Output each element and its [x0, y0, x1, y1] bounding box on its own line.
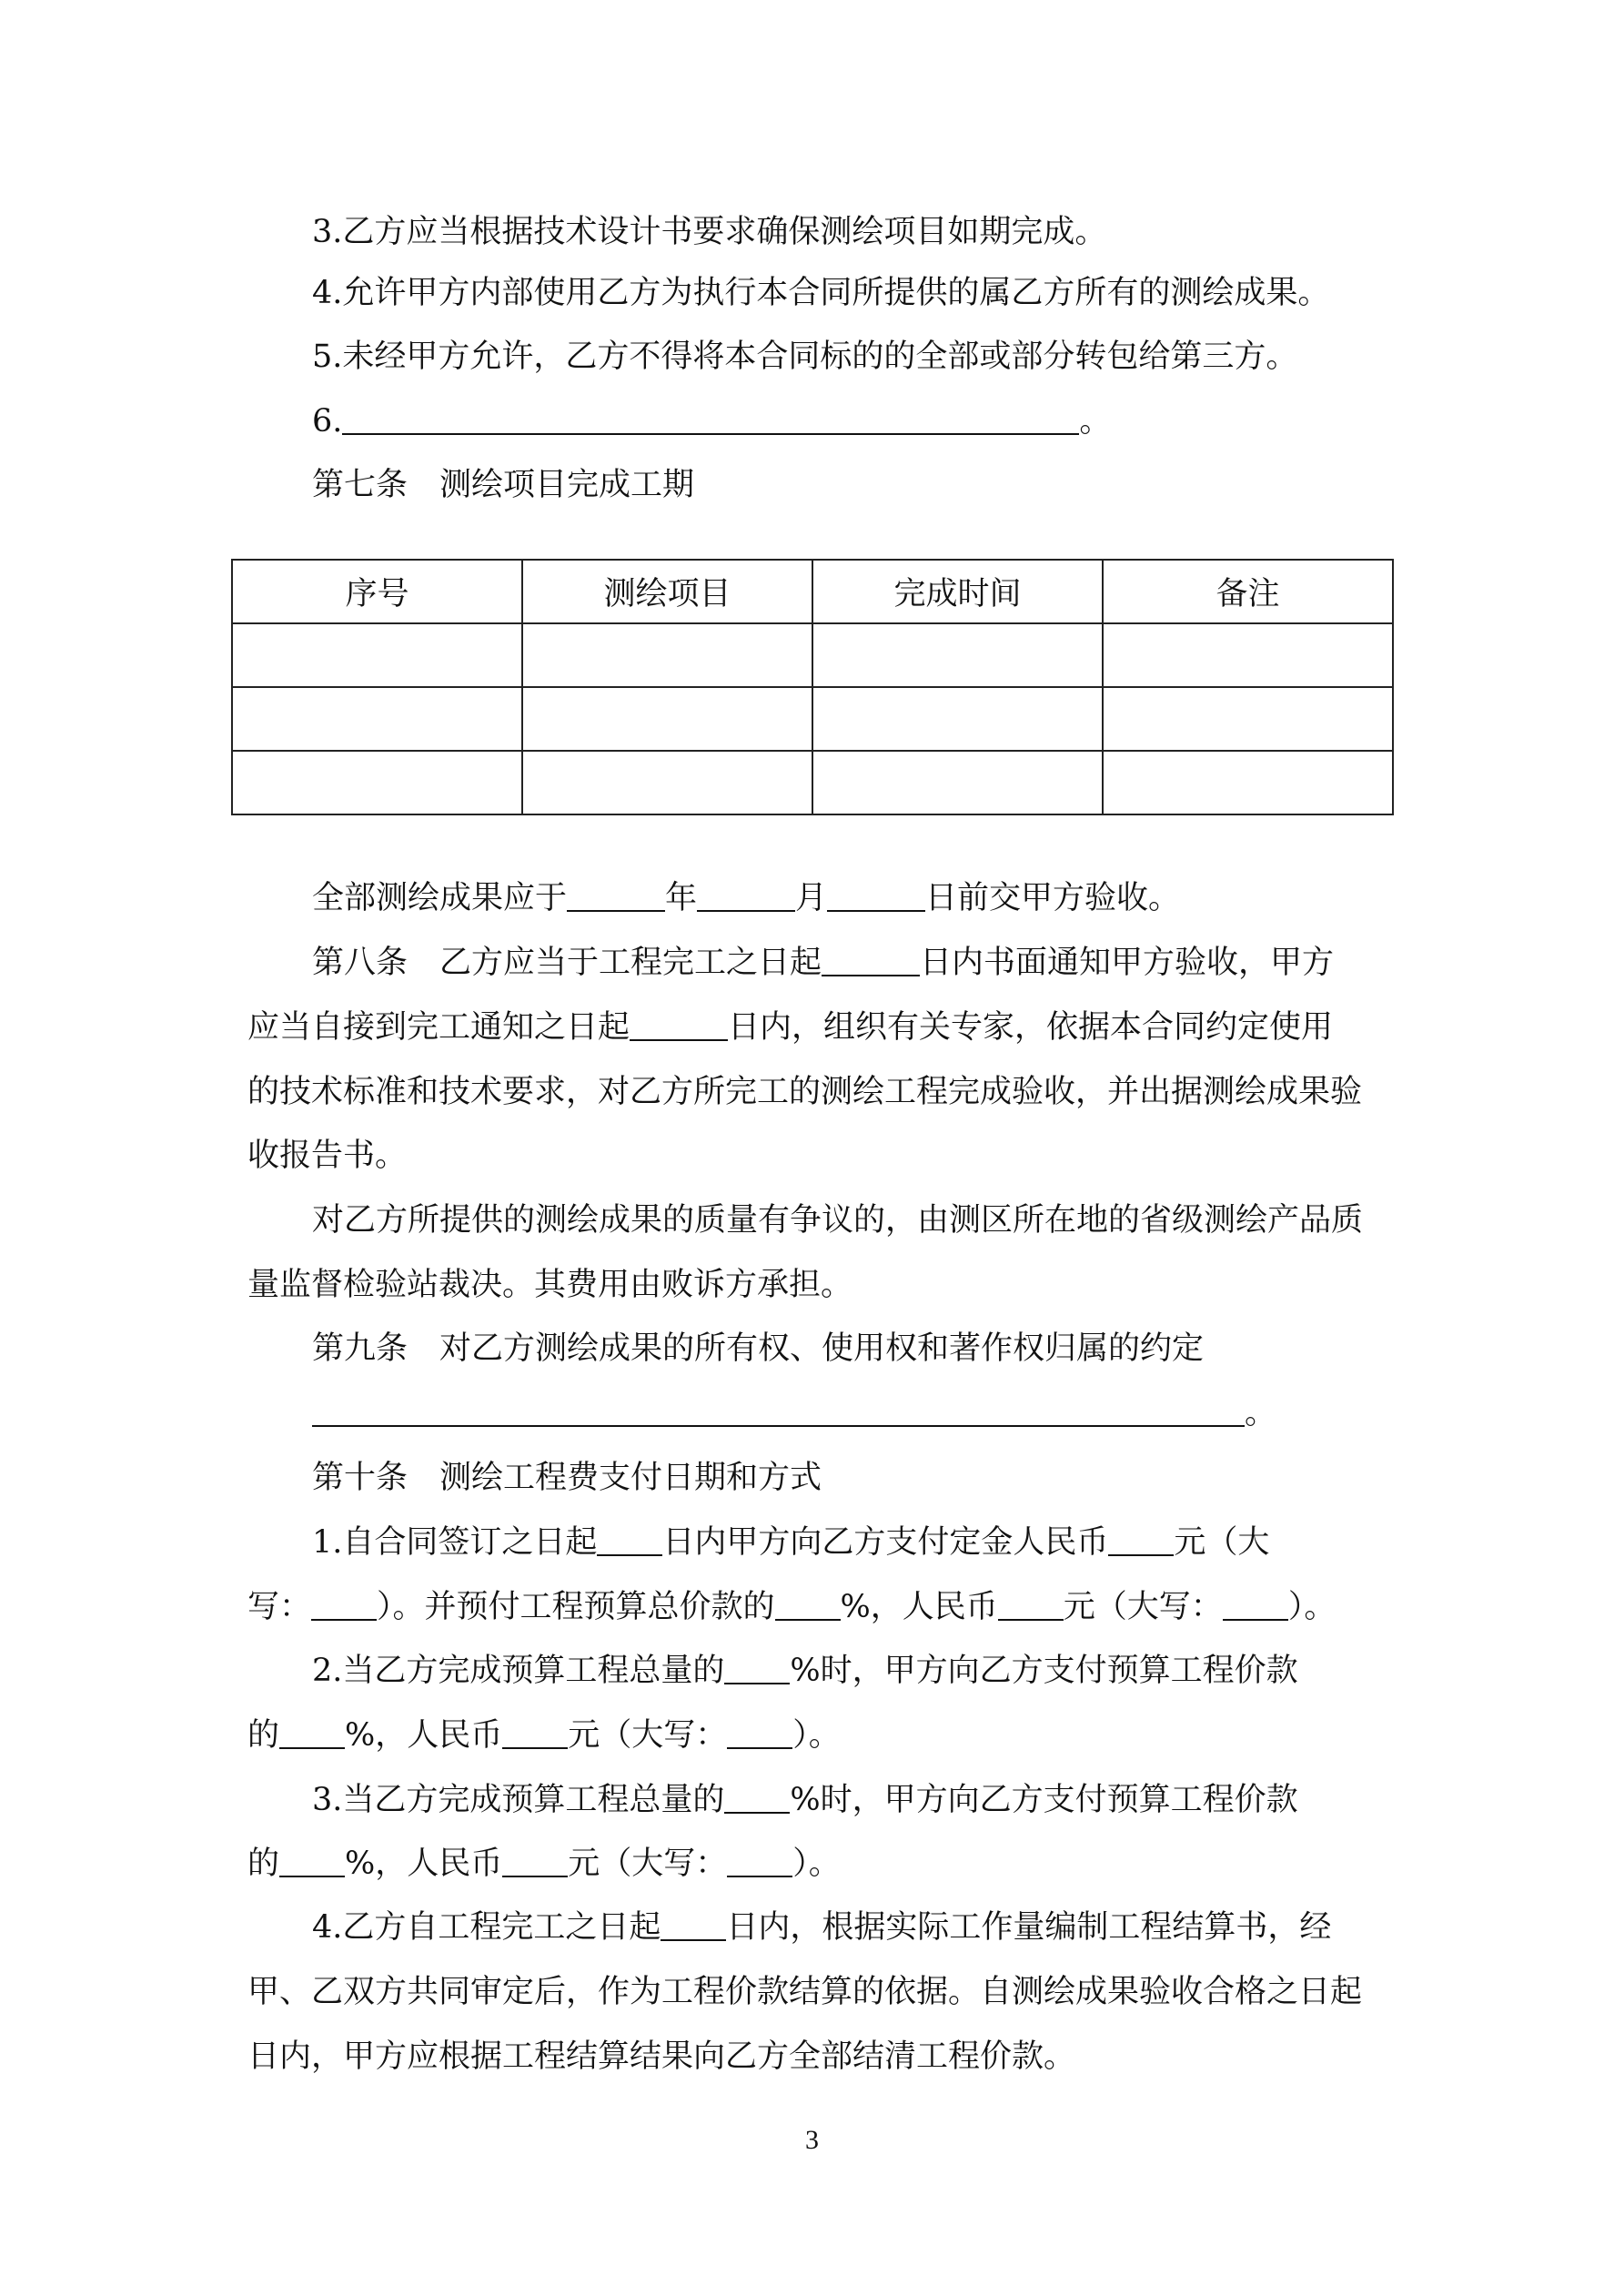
year-blank[interactable]: [567, 909, 665, 912]
payment-text: %时，甲方向乙方支付预算工程价款: [790, 1782, 1298, 1818]
item6-blank[interactable]: [342, 432, 1079, 435]
payment-text: 3.当乙方完成预算工程总量的: [312, 1782, 725, 1818]
clause7-title: 测绘项目完成工期: [439, 467, 695, 503]
year-label: 年: [665, 880, 698, 916]
acceptance-days-blank[interactable]: [630, 1038, 728, 1041]
payment-text: 元（大写：: [568, 1717, 728, 1754]
payment-text: 4.乙方自工程完工之日起: [312, 1909, 661, 1946]
table-cell[interactable]: [1103, 623, 1393, 687]
table-cell[interactable]: [232, 751, 522, 814]
table-header-row: [232, 560, 1393, 623]
payment1-line1: [312, 1511, 1405, 1575]
payment3-line2: [247, 1832, 1405, 1896]
clause7-heading: [312, 453, 1405, 518]
clause8-line3: 的技术标准和技术要求，对乙方所完工的测绘工程完成验收，并出据测绘成果验: [247, 1074, 1363, 1110]
progress-percent-blank[interactable]: [724, 1682, 790, 1684]
clause8-line4: 收报告书。: [247, 1138, 408, 1174]
prepay-percent-blank[interactable]: [775, 1618, 841, 1621]
clause8-text: 日内书面通知甲方验收，甲方: [920, 945, 1335, 981]
payment-text: %，人民币: [345, 1717, 503, 1754]
payment-text: 日内，根据实际工作量编制工程结算书，经: [726, 1909, 1332, 1946]
clause9-title: 对乙方测绘成果的所有权、使用权和著作权归属的约定: [439, 1330, 1205, 1367]
clause8-number: 第八条: [312, 945, 409, 981]
clause7-number: 第七条: [312, 467, 409, 503]
payment4-line2: 甲、乙双方共同审定后，作为工程价款结算的依据。自测绘成果验收合格之日起: [247, 1974, 1363, 2010]
dispute-line2: 量监督检验站裁决。其费用由败诉方承担。: [247, 1267, 853, 1303]
settlement-days-blank[interactable]: [661, 1938, 726, 1941]
dispute-line1: 对乙方所提供的测绘成果的质量有争议的，由测区所在地的省级测绘产品质: [312, 1202, 1364, 1239]
payment-text: ）。: [792, 1717, 841, 1754]
month-label: 月: [795, 880, 828, 916]
item6-suffix: 。: [1079, 403, 1112, 440]
table-cell[interactable]: [812, 751, 1103, 814]
payment-text: %，人民币: [840, 1589, 998, 1625]
table-cell[interactable]: [232, 687, 522, 751]
clause8-text: 日内，组织有关专家，依据本合同约定使用: [728, 1009, 1334, 1046]
payment-text: 2.当乙方完成预算工程总量的: [312, 1653, 725, 1689]
payment-text: 的: [247, 1717, 280, 1754]
day-blank[interactable]: [827, 909, 925, 912]
header-remarks: 备注: [1103, 560, 1393, 623]
clause6-item4: 4.允许甲方内部使用乙方为执行本合同所提供的属乙方所有的测绘成果。: [312, 275, 1330, 311]
month-blank[interactable]: [697, 909, 795, 912]
table-row: [232, 751, 1393, 814]
payment-text: 1.自合同签订之日起: [312, 1524, 598, 1561]
payment-percent-blank[interactable]: [279, 1875, 345, 1877]
table-cell[interactable]: [812, 687, 1103, 751]
progress-percent-blank[interactable]: [724, 1811, 790, 1814]
clause9-number: 第九条: [312, 1330, 409, 1367]
deposit-amount-blank[interactable]: [1108, 1553, 1174, 1556]
clause10-heading: [312, 1446, 1405, 1511]
payment2-line2: [247, 1704, 1405, 1768]
table-cell[interactable]: [1103, 687, 1393, 751]
clause8-line2: [247, 996, 1405, 1060]
payment-text: 元（大: [1174, 1524, 1270, 1561]
schedule-table: [231, 559, 1394, 815]
payment-text: ）。: [1287, 1589, 1337, 1625]
clause6-item3: 3.乙方应当根据技术设计书要求确保测绘项目如期完成。: [312, 214, 1107, 250]
clause10-title: 测绘工程费支付日期和方式: [439, 1460, 822, 1496]
payment-text: %时，甲方向乙方支付预算工程价款: [790, 1653, 1298, 1689]
table-row: [232, 687, 1393, 751]
payment-text: 的: [247, 1846, 280, 1882]
item6-prefix: 6.: [312, 403, 343, 440]
clause6-item6: [312, 389, 1405, 454]
header-item: 测绘项目: [522, 560, 812, 623]
table-cell[interactable]: [522, 687, 812, 751]
prepay-amount-blank[interactable]: [998, 1618, 1064, 1621]
prepay-words-blank[interactable]: [1223, 1618, 1288, 1621]
deposit-words-blank[interactable]: [311, 1618, 377, 1621]
payment-amount-blank[interactable]: [502, 1746, 568, 1749]
payment-text: 写：: [247, 1589, 312, 1625]
completion-deadline: [312, 866, 1405, 931]
clause10-number: 第十条: [312, 1460, 409, 1496]
deadline-text-end: 日前交甲方验收。: [925, 880, 1181, 916]
clause8-text: 乙方应当于工程完工之日起: [439, 945, 822, 981]
clause8-line1: [312, 931, 1405, 996]
payment1-line2: [247, 1575, 1405, 1640]
table-cell[interactable]: [232, 623, 522, 687]
header-completion-time: 完成时间: [812, 560, 1103, 623]
table-cell[interactable]: [522, 623, 812, 687]
payment-text: 日内甲方向乙方支付定金人民币: [662, 1524, 1109, 1561]
table-cell[interactable]: [1103, 751, 1393, 814]
payment2-line1: [312, 1639, 1405, 1704]
clause9-blank-line: [312, 1381, 1405, 1446]
payment-text: %，人民币: [345, 1846, 503, 1882]
payment4-line1: [312, 1896, 1405, 1960]
clause9-heading: [312, 1317, 1405, 1381]
payment-words-blank[interactable]: [727, 1746, 792, 1749]
clause6-item5: 5.未经甲方允许，乙方不得将本合同标的的全部或部分转包给第三方。: [312, 339, 1298, 375]
table-row: [232, 623, 1393, 687]
payment-amount-blank[interactable]: [502, 1875, 568, 1877]
payment-text: ）。并预付工程预算总价款的: [377, 1589, 775, 1625]
deposit-days-blank[interactable]: [597, 1553, 662, 1556]
ownership-blank[interactable]: [312, 1424, 1245, 1427]
notify-days-blank[interactable]: [822, 974, 920, 976]
deadline-text: 全部测绘成果应于: [312, 880, 568, 916]
clause8-text: 应当自接到完工通知之日起: [247, 1009, 630, 1046]
payment3-line1: [312, 1768, 1405, 1833]
payment-words-blank[interactable]: [727, 1875, 792, 1877]
payment-text: 元（大写：: [1063, 1589, 1223, 1625]
payment4-line3: 日内，甲方应根据工程结算结果向乙方全部结清工程价款。: [247, 2038, 1076, 2075]
payment-text: ）。: [792, 1846, 841, 1882]
table-cell[interactable]: [812, 623, 1103, 687]
clause9-suffix: 。: [1245, 1395, 1277, 1431]
page-number: 3: [805, 2125, 819, 2155]
header-index: 序号: [232, 560, 522, 623]
table-cell[interactable]: [522, 751, 812, 814]
payment-percent-blank[interactable]: [279, 1746, 345, 1749]
payment-text: 元（大写：: [568, 1846, 728, 1882]
